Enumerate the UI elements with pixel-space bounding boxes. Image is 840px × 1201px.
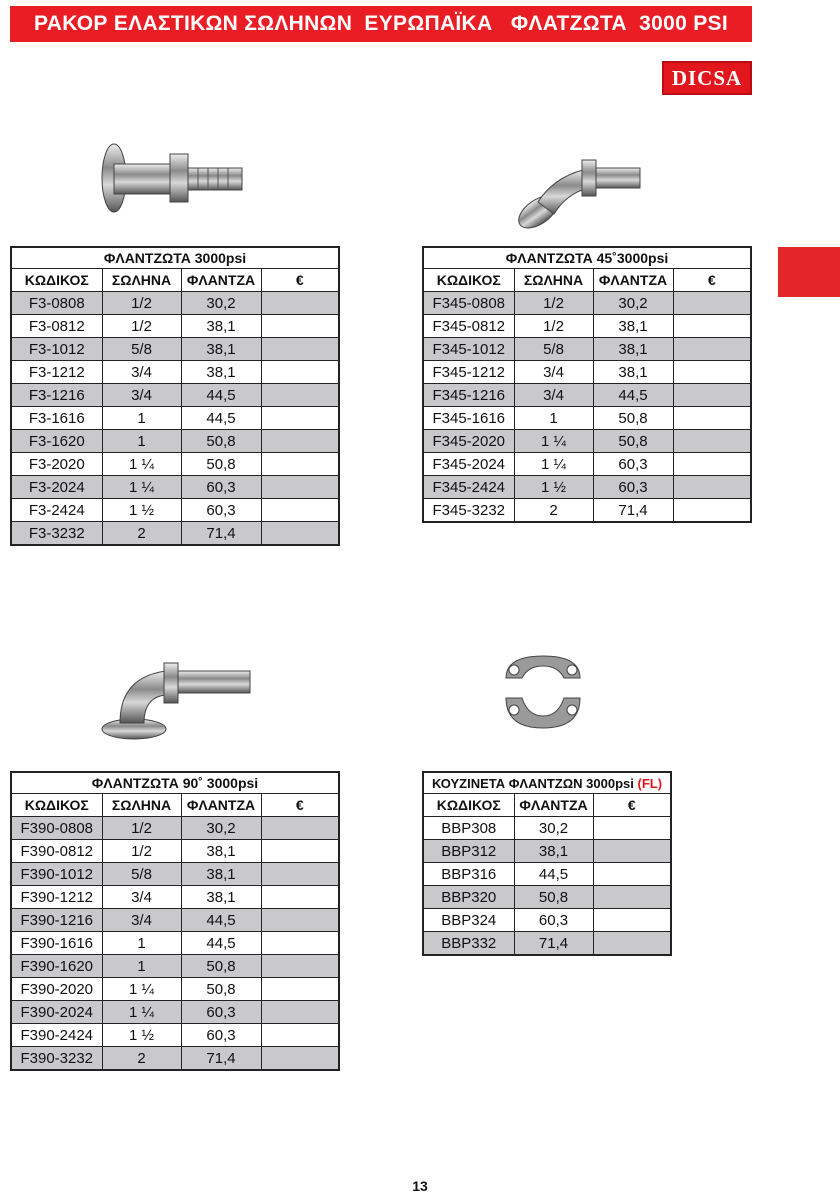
product-code-cell: F390-0812 <box>11 840 102 863</box>
price-cell <box>261 338 339 361</box>
col-header-code: ΚΩΔΙΚΟΣ <box>423 794 514 817</box>
table-row <box>11 384 339 407</box>
value-cell: 1 <box>102 407 181 430</box>
value-cell: 2 <box>102 1047 181 1071</box>
table-row <box>11 817 339 840</box>
product-code-cell: F390-1212 <box>11 886 102 909</box>
table-row <box>423 430 751 453</box>
price-cell <box>593 932 671 956</box>
product-code-cell: F390-0808 <box>11 817 102 840</box>
straight-flange-table <box>10 246 340 546</box>
45-degree-flange-fitting-image <box>508 148 648 238</box>
value-cell: 30,2 <box>593 292 673 315</box>
price-cell <box>261 453 339 476</box>
table-row <box>423 338 751 361</box>
price-cell <box>261 886 339 909</box>
value-cell: 2 <box>102 522 181 546</box>
price-cell <box>261 909 339 932</box>
product-code-cell: F345-2024 <box>423 453 514 476</box>
product-code-cell: F3-0812 <box>11 315 102 338</box>
product-code-cell: F3-1216 <box>11 384 102 407</box>
value-cell: 1/2 <box>102 840 181 863</box>
value-cell: 3/4 <box>102 886 181 909</box>
product-code-cell: F345-1616 <box>423 407 514 430</box>
dicsa-logo: DICSA <box>662 61 752 95</box>
product-code-cell: BBP332 <box>423 932 514 956</box>
value-cell: 38,1 <box>593 315 673 338</box>
value-cell: 38,1 <box>593 361 673 384</box>
value-cell: 50,8 <box>514 886 593 909</box>
90-degree-flange-table <box>10 771 340 1071</box>
table-row <box>423 840 671 863</box>
price-cell <box>673 453 751 476</box>
price-cell <box>261 476 339 499</box>
value-cell: 71,4 <box>181 1047 261 1071</box>
value-cell: 60,3 <box>593 476 673 499</box>
price-cell <box>673 384 751 407</box>
table-title: ΦΛΑΝΤΖΩΤΑ 45˚3000psi <box>423 247 751 269</box>
price-cell <box>261 292 339 315</box>
value-cell: 3/4 <box>514 361 593 384</box>
90-degree-flange-fitting-image <box>98 655 258 745</box>
value-cell: 60,3 <box>181 499 261 522</box>
table-row <box>11 407 339 430</box>
table-row <box>11 955 339 978</box>
table-row <box>11 840 339 863</box>
value-cell: 1 <box>102 955 181 978</box>
col-header-code: ΚΩΔΙΚΟΣ <box>423 269 514 292</box>
value-cell: 38,1 <box>181 361 261 384</box>
col-header-price: € <box>261 794 339 817</box>
price-cell <box>673 292 751 315</box>
product-code-cell: F3-1616 <box>11 407 102 430</box>
product-code-cell: F3-2424 <box>11 499 102 522</box>
table-row <box>11 886 339 909</box>
table-row <box>423 863 671 886</box>
product-code-cell: BBP312 <box>423 840 514 863</box>
col-header-hose: ΣΩΛΗΝΑ <box>102 269 181 292</box>
product-code-cell: F3-1620 <box>11 430 102 453</box>
value-cell: 1 ¼ <box>514 430 593 453</box>
product-code-cell: F345-0808 <box>423 292 514 315</box>
product-code-cell: F390-2020 <box>11 978 102 1001</box>
value-cell: 38,1 <box>181 863 261 886</box>
value-cell: 60,3 <box>181 476 261 499</box>
value-cell: 1 ¼ <box>102 978 181 1001</box>
value-cell: 38,1 <box>181 840 261 863</box>
table-row <box>423 315 751 338</box>
table-row <box>423 407 751 430</box>
value-cell: 1 ¼ <box>102 453 181 476</box>
value-cell: 5/8 <box>102 863 181 886</box>
value-cell: 44,5 <box>181 909 261 932</box>
price-cell <box>593 817 671 840</box>
value-cell: 50,8 <box>593 430 673 453</box>
value-cell: 5/8 <box>514 338 593 361</box>
table-row <box>423 886 671 909</box>
table-title <box>423 772 671 794</box>
bearings-title-text: ΚΟΥΖΙΝΕΤΑ ΦΛΑΝΤΖΩΝ 3000psi <box>431 775 634 791</box>
col-header-price: € <box>593 794 671 817</box>
product-code-cell: F345-2020 <box>423 430 514 453</box>
value-cell: 38,1 <box>181 886 261 909</box>
col-header-code: ΚΩΔΙΚΟΣ <box>11 269 102 292</box>
value-cell: 44,5 <box>181 932 261 955</box>
price-cell <box>673 476 751 499</box>
value-cell: 1/2 <box>102 315 181 338</box>
product-code-cell: BBP308 <box>423 817 514 840</box>
table-row <box>11 453 339 476</box>
value-cell: 38,1 <box>593 338 673 361</box>
flange-bearing-halves-image <box>498 648 588 738</box>
table-row <box>423 292 751 315</box>
product-code-cell: F390-2424 <box>11 1024 102 1047</box>
col-header-price: € <box>673 269 751 292</box>
value-cell: 1/2 <box>102 817 181 840</box>
table-title: ΦΛΑΝΤΖΩΤΑ 3000psi <box>11 247 339 269</box>
value-cell: 1 <box>102 932 181 955</box>
product-code-cell: BBP324 <box>423 909 514 932</box>
table-row <box>11 499 339 522</box>
table-row <box>423 817 671 840</box>
table-row <box>11 315 339 338</box>
price-cell <box>261 407 339 430</box>
table-row <box>423 453 751 476</box>
price-cell <box>673 338 751 361</box>
product-code-cell: F345-0812 <box>423 315 514 338</box>
product-code-cell: F3-2024 <box>11 476 102 499</box>
table-row <box>423 361 751 384</box>
product-code-cell: F390-3232 <box>11 1047 102 1071</box>
value-cell: 3/4 <box>102 909 181 932</box>
value-cell: 44,5 <box>181 407 261 430</box>
value-cell: 38,1 <box>181 338 261 361</box>
value-cell: 1/2 <box>102 292 181 315</box>
value-cell: 44,5 <box>593 384 673 407</box>
table-row <box>11 1047 339 1071</box>
price-cell <box>593 909 671 932</box>
col-header-flange: ΦΛΑΝΤΖΑ <box>181 794 261 817</box>
price-cell <box>261 955 339 978</box>
table-row <box>11 932 339 955</box>
value-cell: 1 ½ <box>102 1024 181 1047</box>
value-cell: 50,8 <box>181 453 261 476</box>
price-cell <box>261 361 339 384</box>
price-cell <box>593 840 671 863</box>
product-code-cell: BBP320 <box>423 886 514 909</box>
product-code-cell: F345-2424 <box>423 476 514 499</box>
page-banner-title: ΡΑΚΟΡ ΕΛΑΣΤΙΚΩΝ ΣΩΛΗΝΩΝ ΕΥΡΩΠΑΪΚΑ ΦΛΑΤΖΩΤΑ 3000 PSI <box>10 6 752 42</box>
table-row <box>11 978 339 1001</box>
product-code-cell: F390-1216 <box>11 909 102 932</box>
price-cell <box>673 499 751 523</box>
price-cell <box>673 430 751 453</box>
value-cell: 30,2 <box>514 817 593 840</box>
value-cell: 71,4 <box>181 522 261 546</box>
value-cell: 2 <box>514 499 593 523</box>
value-cell: 1 <box>514 407 593 430</box>
col-header-flange: ΦΛΑΝΤΖΑ <box>514 794 593 817</box>
table-row <box>11 292 339 315</box>
straight-flange-fitting-image <box>98 140 258 218</box>
price-cell <box>261 978 339 1001</box>
table-row <box>11 522 339 546</box>
product-code-cell: BBP316 <box>423 863 514 886</box>
col-header-hose: ΣΩΛΗΝΑ <box>514 269 593 292</box>
price-cell <box>673 315 751 338</box>
value-cell: 50,8 <box>181 430 261 453</box>
table-row <box>11 1024 339 1047</box>
product-code-cell: F3-1212 <box>11 361 102 384</box>
table-row <box>11 1001 339 1024</box>
price-cell <box>261 522 339 546</box>
flange-bearings-table <box>422 771 672 956</box>
col-header-flange: ΦΛΑΝΤΖΑ <box>181 269 261 292</box>
value-cell: 1 ¼ <box>102 476 181 499</box>
value-cell: 38,1 <box>514 840 593 863</box>
product-code-cell: F3-3232 <box>11 522 102 546</box>
value-cell: 3/4 <box>102 384 181 407</box>
product-code-cell: F390-1620 <box>11 955 102 978</box>
price-cell <box>261 1001 339 1024</box>
price-cell <box>261 384 339 407</box>
price-cell <box>593 863 671 886</box>
table-row <box>423 476 751 499</box>
product-code-cell: F345-3232 <box>423 499 514 523</box>
value-cell: 5/8 <box>102 338 181 361</box>
price-cell <box>261 430 339 453</box>
col-header-hose: ΣΩΛΗΝΑ <box>102 794 181 817</box>
table-row <box>423 932 671 956</box>
product-code-cell: F345-1212 <box>423 361 514 384</box>
product-code-cell: F3-2020 <box>11 453 102 476</box>
price-cell <box>261 932 339 955</box>
value-cell: 60,3 <box>181 1001 261 1024</box>
table-row <box>11 909 339 932</box>
product-code-cell: F345-1012 <box>423 338 514 361</box>
price-cell <box>261 840 339 863</box>
value-cell: 1 <box>102 430 181 453</box>
page-number: 13 <box>412 1178 428 1194</box>
table-row <box>11 430 339 453</box>
price-cell <box>261 1024 339 1047</box>
value-cell: 60,3 <box>514 909 593 932</box>
value-cell: 1 ¼ <box>514 453 593 476</box>
value-cell: 1/2 <box>514 315 593 338</box>
value-cell: 60,3 <box>181 1024 261 1047</box>
product-code-cell: F390-2024 <box>11 1001 102 1024</box>
value-cell: 50,8 <box>181 955 261 978</box>
product-code-cell: F3-0808 <box>11 292 102 315</box>
value-cell: 60,3 <box>593 453 673 476</box>
price-cell <box>673 361 751 384</box>
value-cell: 1 ½ <box>102 499 181 522</box>
col-header-price: € <box>261 269 339 292</box>
table-row <box>11 361 339 384</box>
value-cell: 71,4 <box>514 932 593 956</box>
value-cell: 1 ½ <box>514 476 593 499</box>
table-row <box>11 863 339 886</box>
price-cell <box>593 886 671 909</box>
col-header-flange: ΦΛΑΝΤΖΑ <box>593 269 673 292</box>
product-code-cell: F345-1216 <box>423 384 514 407</box>
table-row <box>423 909 671 932</box>
table-row <box>423 499 751 523</box>
section-side-tab <box>778 247 840 297</box>
value-cell: 50,8 <box>593 407 673 430</box>
col-header-code: ΚΩΔΙΚΟΣ <box>11 794 102 817</box>
value-cell: 44,5 <box>181 384 261 407</box>
value-cell: 44,5 <box>514 863 593 886</box>
value-cell: 38,1 <box>181 315 261 338</box>
price-cell <box>261 499 339 522</box>
table-row <box>11 476 339 499</box>
product-code-cell: F390-1616 <box>11 932 102 955</box>
table-row <box>423 384 751 407</box>
value-cell: 1/2 <box>514 292 593 315</box>
value-cell: 50,8 <box>181 978 261 1001</box>
table-title: ΦΛΑΝΤΖΩΤΑ 90˚ 3000psi <box>11 772 339 794</box>
value-cell: 30,2 <box>181 817 261 840</box>
value-cell: 3/4 <box>102 361 181 384</box>
value-cell: 1 ¼ <box>102 1001 181 1024</box>
price-cell <box>673 407 751 430</box>
price-cell <box>261 315 339 338</box>
value-cell: 30,2 <box>181 292 261 315</box>
value-cell: 71,4 <box>593 499 673 523</box>
table-row <box>11 338 339 361</box>
price-cell <box>261 863 339 886</box>
product-code-cell: F390-1012 <box>11 863 102 886</box>
value-cell: 3/4 <box>514 384 593 407</box>
price-cell <box>261 817 339 840</box>
bearings-title-suffix: (FL) <box>637 775 663 791</box>
45-degree-flange-table <box>422 246 752 523</box>
product-code-cell: F3-1012 <box>11 338 102 361</box>
price-cell <box>261 1047 339 1071</box>
